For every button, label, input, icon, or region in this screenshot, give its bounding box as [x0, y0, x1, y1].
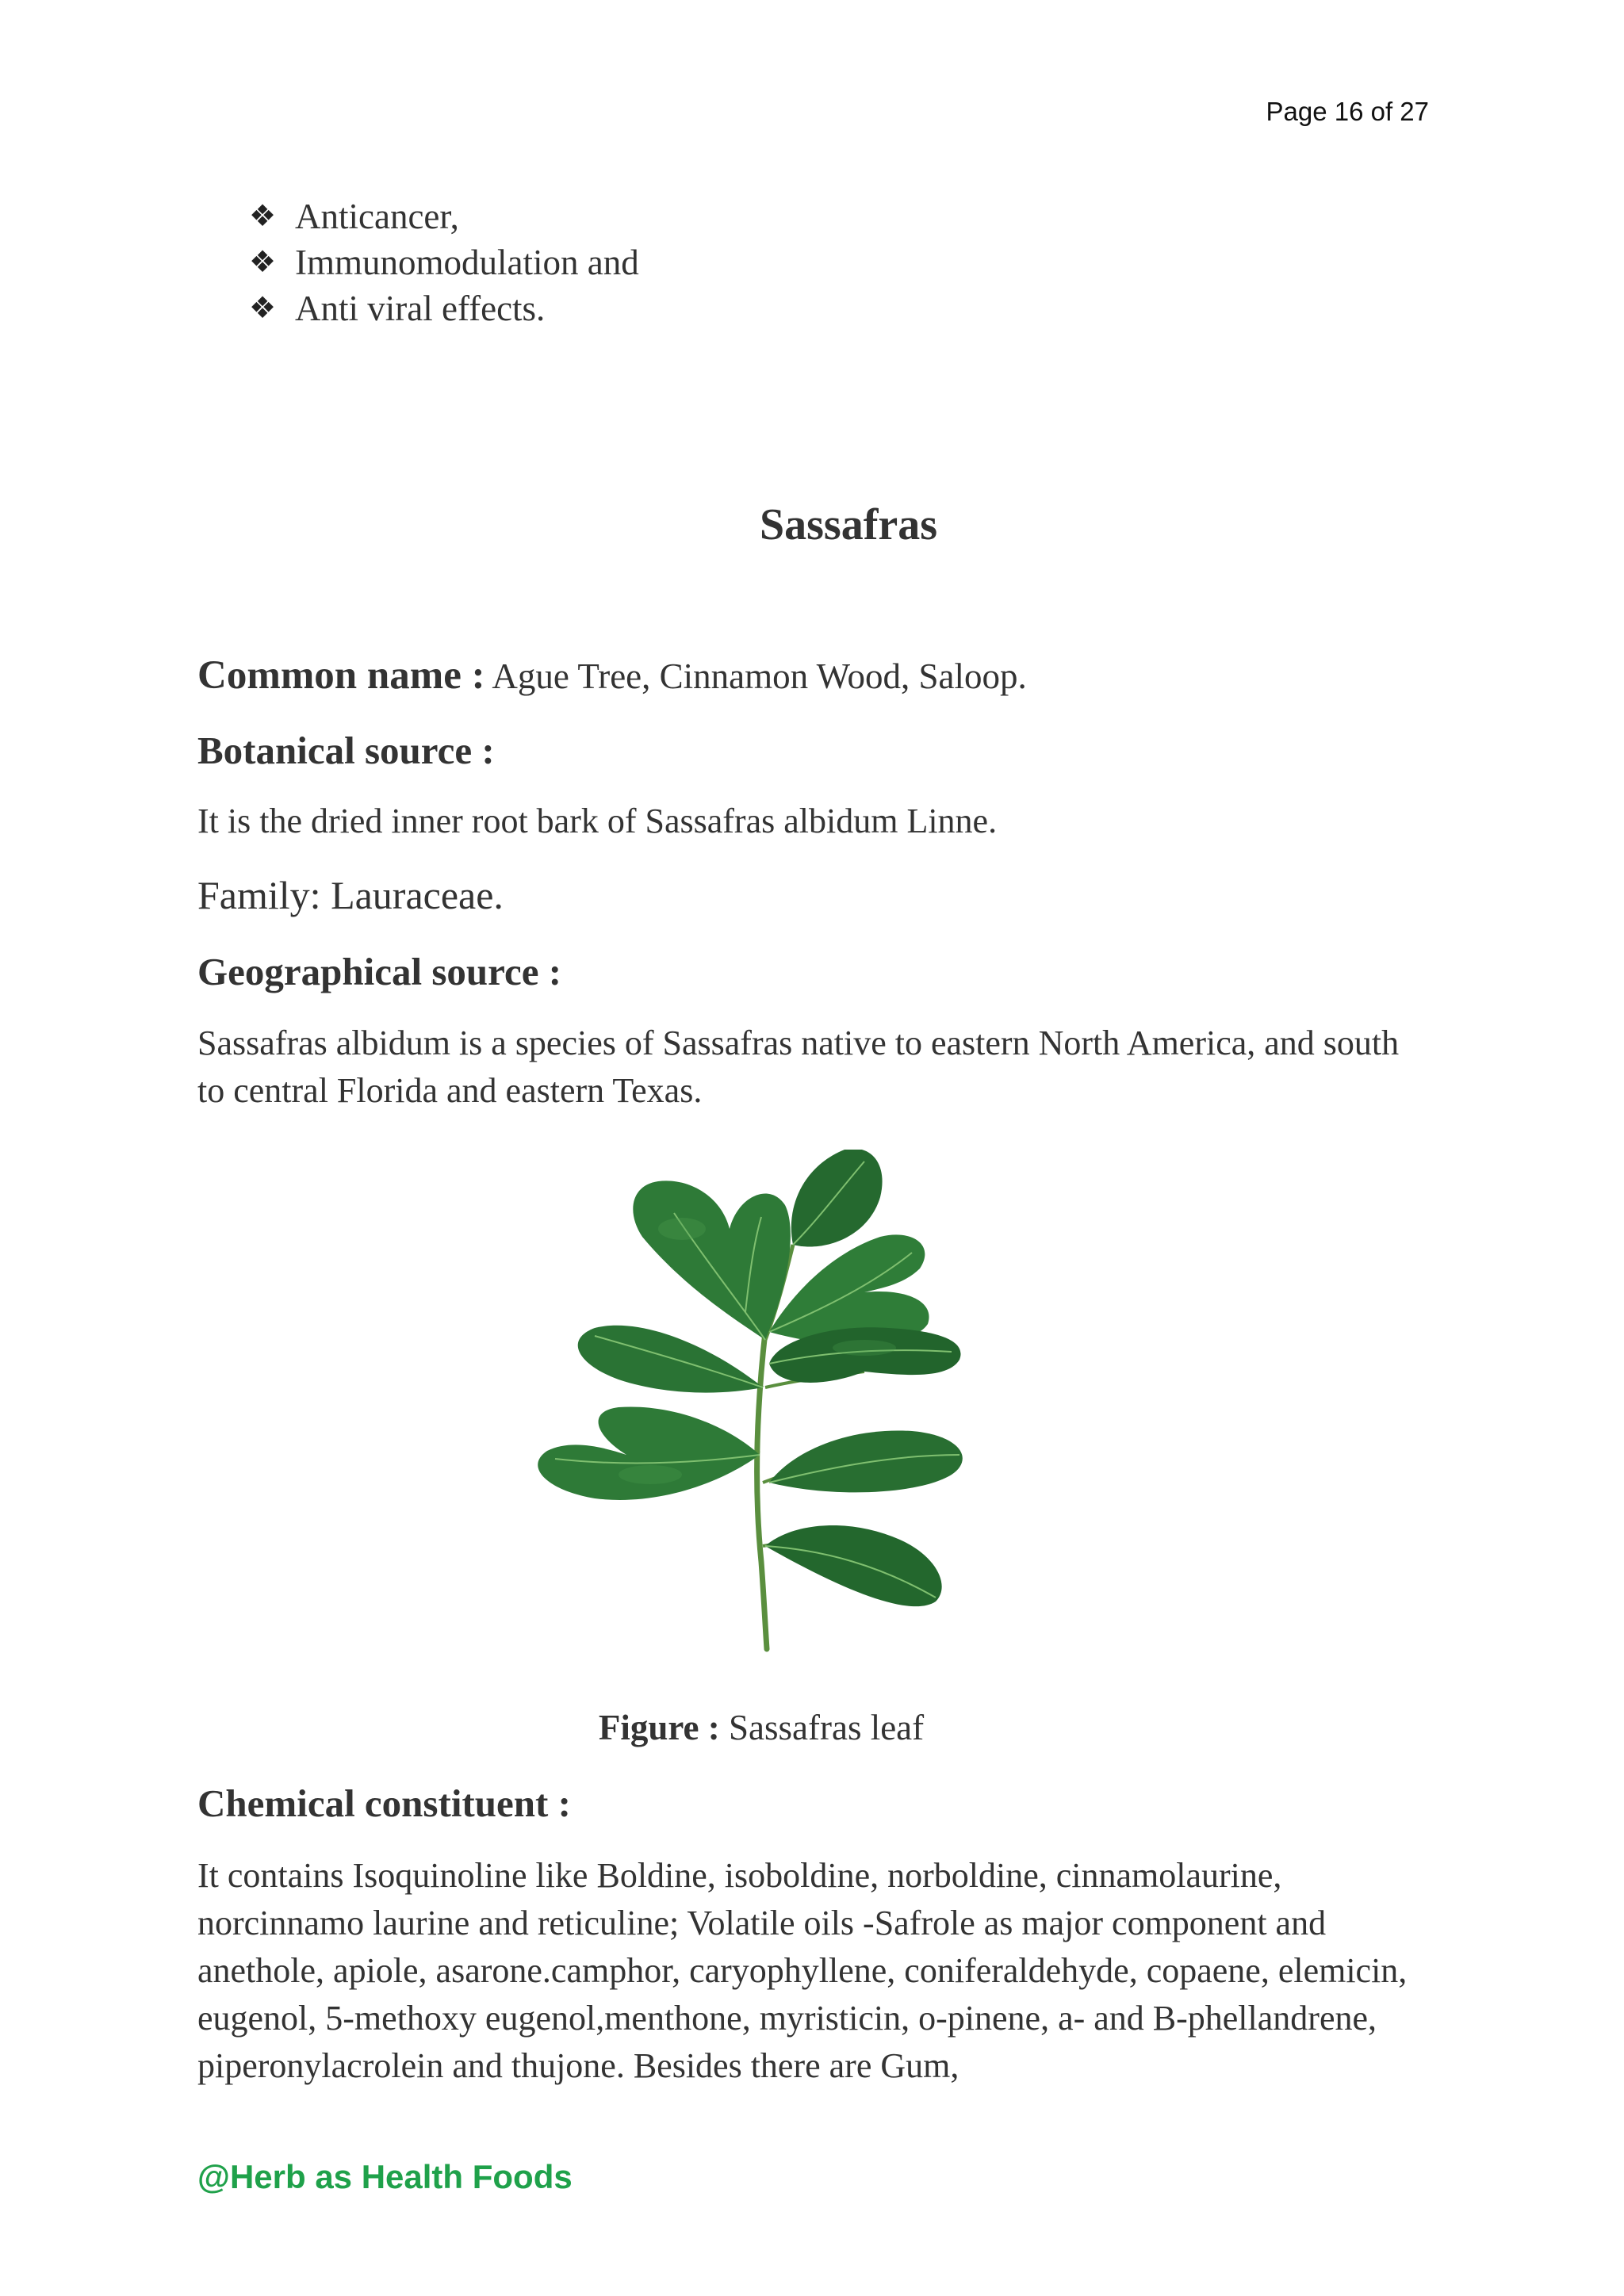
- geographical-source-heading: Geographical source :: [197, 950, 562, 993]
- leaf-stem: [757, 1332, 767, 1649]
- leaf: [578, 1326, 763, 1393]
- botanical-source-text: It is the dried inner root bark of Sassafras albidum Linne.: [197, 802, 998, 840]
- list-item: [249, 285, 639, 331]
- bullet-list: [249, 193, 639, 331]
- bullet-text: Immunomodulation and: [295, 243, 639, 282]
- botanical-source-heading: Botanical source :: [197, 729, 495, 772]
- bullet-text: Anti viral effects.: [295, 289, 546, 328]
- footer-brand: @Herb as Health Foods: [197, 2158, 573, 2195]
- chemical-constituent-heading: Chemical constituent :: [197, 1781, 571, 1825]
- four-diamond-bullet-icon: ❖: [249, 200, 277, 233]
- figure-caption: [0, 1707, 1522, 1748]
- leaf: [765, 1525, 942, 1606]
- page-number: Page 16 of 27: [1266, 97, 1429, 126]
- section-title: Sassafras: [759, 500, 938, 549]
- four-diamond-bullet-icon: ❖: [249, 246, 277, 279]
- leaf: [769, 1430, 963, 1492]
- family-line: Family: Lauraceae.: [197, 873, 504, 917]
- chemical-constituent-text: It contains Isoquinoline like Boldine, isoboldine, norboldine, cinnamolaurine, norcinnamo laurine and reticuline; Volatile oils -Safrole as major component and anethole, apiole, asarone.camphor, caryophyllene, coniferaldehyde, copaene, elemicin, eugenol, 5-methoxy eugenol,menthone, myristicin, o-pinene, a- and B-phellandrene, piperonylacrolein and thujone. Besides there are Gum,: [197, 1856, 1408, 2085]
- list-item: [249, 193, 639, 239]
- figure-caption-label: Figure :: [598, 1708, 720, 1747]
- four-diamond-bullet-icon: ❖: [249, 292, 277, 325]
- figure-caption-text: Sassafras leaf: [719, 1708, 925, 1747]
- common-name-value: Ague Tree, Cinnamon Wood, Saloop.: [485, 656, 1027, 696]
- leaf: [538, 1406, 760, 1499]
- sassafras-leaf-image: [492, 1150, 1047, 1697]
- common-name-line: [197, 652, 1434, 698]
- geographical-source-text: Sassafras albidum is a species of Sassafras native to eastern North America, and south to central Florida and eastern Texas.: [197, 1024, 1400, 1110]
- bullet-text: Anticancer,: [295, 197, 459, 236]
- leaf: [633, 1181, 791, 1340]
- list-item: [249, 239, 639, 285]
- common-name-label: Common name :: [197, 653, 485, 698]
